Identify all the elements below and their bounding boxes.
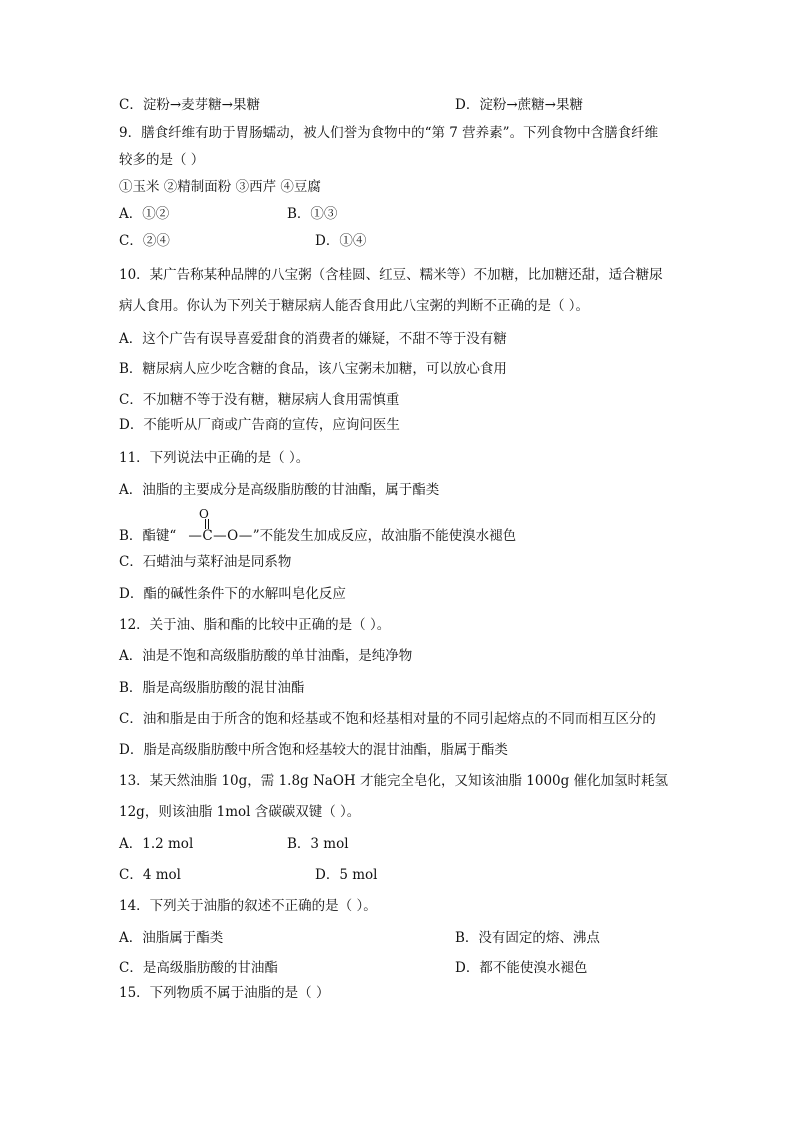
q13-stem-line2: 12g，则该油脂 1mol 含碳碳双键（ ）。 [119, 804, 361, 820]
q10-option-a: A．这个广告有误导喜爱甜食的消费者的嫌疑，不甜不等于没有糖 [119, 331, 507, 347]
q10-stem-line1: 10．某广告称某种品牌的八宝粥（含桂圆、红豆、糯米等）不加糖，比加糖还甜，适合糖尿 [119, 267, 663, 283]
q12-option-d: D．脂是高级脂肪酸中所含饱和烃基较大的混甘油酯，脂属于酯类 [119, 742, 508, 758]
q11-option-c: C．石蜡油与菜籽油是同系物 [119, 554, 292, 570]
q10-stem-line2: 病人食用。你认为下列关于糖尿病人能否食用此八宝粥的判断不正确的是（ ）。 [119, 298, 590, 314]
q9-stem-line1: 9．膳食纤维有助于胃肠蠕动，被人们誉为食物中的“第 7 营养素”。下列食物中含膳食纤维 [119, 125, 659, 141]
q11-option-b-suffix: ”不能发生加成反应，故油脂不能使溴水褪色 [252, 528, 517, 544]
q15-stem: 15．下列物质不属于油脂的是（ ） [119, 985, 330, 1001]
q9-option-d: D．①④ [315, 233, 367, 249]
q13-option-a: A．1.2 mol [119, 836, 194, 852]
q14-option-c: C．是高级脂肪酸的甘油酯 [119, 960, 278, 976]
ester-bond-formula: —C—O— [188, 528, 253, 544]
q12-option-a: A．油是不饱和高级脂肪酸的单甘油酯，是纯净物 [119, 648, 413, 664]
q14-stem: 14．下列关于油脂的叙述不正确的是（ ）。 [119, 898, 377, 914]
q14-option-b: B．没有固定的熔、沸点 [455, 930, 600, 946]
q13-option-c: C．4 mol [119, 867, 181, 883]
ester-carbonyl-oxygen: O [199, 507, 209, 521]
q9-foods: ①玉米 ②精制面粉 ③西芹 ④豆腐 [119, 179, 321, 195]
q9-stem-line2: 较多的是（ ） [119, 152, 205, 168]
q9-option-b: B．①③ [287, 206, 338, 222]
q11-option-d: D．酯的碱性条件下的水解叫皂化反应 [119, 586, 346, 602]
q12-option-c: C．油和脂是由于所含的饱和烃基或不饱和烃基相对量的不同引起熔点的不同而相互区分的 [119, 711, 656, 727]
q13-stem-line1: 13．某天然油脂 10g，需 1.8g NaOH 才能完全皂化，又知该油脂 1000g 催化加氢时耗氢 [119, 773, 669, 789]
q10-option-b: B．糖尿病人应少吃含糖的食品，该八宝粥未加糖，可以放心食用 [119, 361, 507, 377]
q11-option-b [119, 528, 516, 544]
q9-option-c: C．②④ [119, 233, 170, 249]
q11-option-a: A．油脂的主要成分是高级脂肪酸的甘油酯，属于酯类 [119, 482, 440, 498]
q13-option-b: B．3 mol [287, 836, 349, 852]
q14-option-a: A．油脂属于酯类 [119, 930, 224, 946]
q10-option-c: C．不加糖不等于没有糖，糖尿病人食用需慎重 [119, 392, 400, 408]
q9-option-a: A．①② [119, 206, 170, 222]
q12-stem: 12．关于油、脂和酯的比较中正确的是（ ）。 [119, 617, 391, 633]
q11-option-b-prefix: B．酯键“ [119, 528, 177, 544]
q12-option-b: B．脂是高级脂肪酸的混甘油酯 [119, 680, 305, 696]
q8-option-d: D．淀粉→蔗糖→果糖 [455, 97, 583, 113]
q10-option-d: D．不能听从厂商或广告商的宣传，应询问医生 [119, 417, 400, 433]
q11-stem: 11．下列说法中正确的是（ ）。 [119, 450, 310, 466]
q8-option-c: C．淀粉→麦芽糖→果糖 [119, 97, 260, 113]
q13-option-d: D．5 mol [315, 867, 378, 883]
q14-option-d: D．都不能使溴水褪色 [455, 960, 588, 976]
